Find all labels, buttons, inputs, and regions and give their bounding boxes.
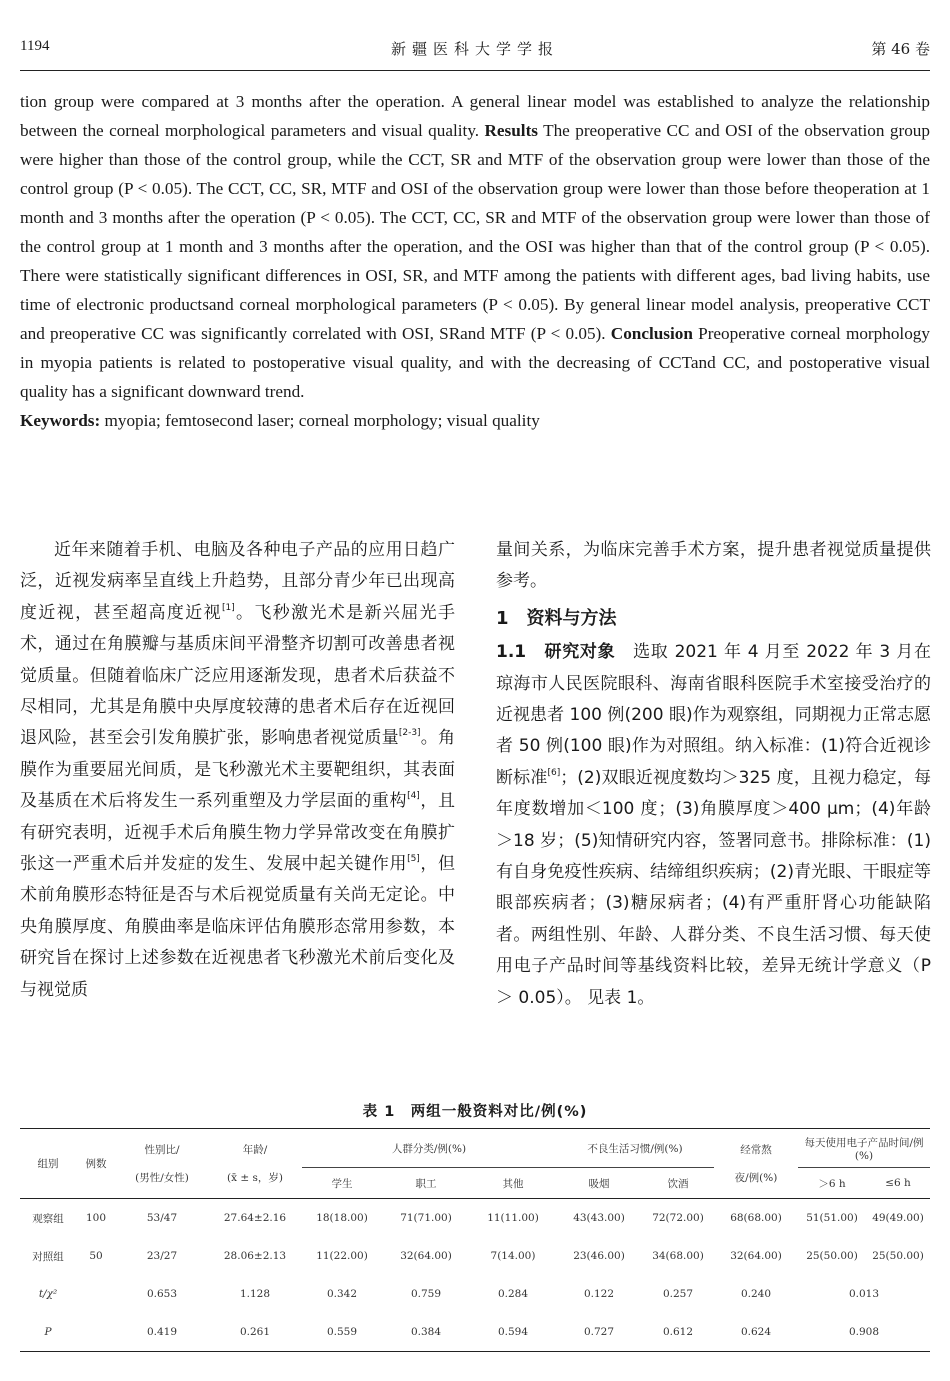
sex-header-line1: 性别比/ (144, 1143, 180, 1156)
citation-ref: [5] (407, 854, 420, 865)
results-label: Results (484, 121, 538, 140)
section-heading: 1 资料与方法 (496, 607, 617, 629)
keywords-text: myopia; femtosecond laser; corneal morphology; visual quality (104, 411, 540, 430)
citation-ref: [2-3] (398, 728, 421, 739)
table-title: 表 1 两组一般资料对比/例(%) (362, 1104, 588, 1120)
intro-continuation: 量间关系，为临床完善手术方案，提升患者视觉质量提供参考。 (496, 540, 931, 592)
subjects-text-1: 选取 2021 年 4 月至 2022 年 3 月在琼海市人民医院眼科、海南省眼科医院手术室接受治疗的近视患者 100 例(200 眼)作为观察组，同期视力正常志愿者 50 例(100 眼)作为对照组。纳入标准：(1)符合近视诊断标准 (496, 642, 932, 788)
cell-student: 11(22.00) (316, 1250, 368, 1262)
cell-n: 100 (76, 1199, 116, 1238)
cell-night: 68(68.00) (714, 1199, 798, 1238)
subjects-text-2: ；(2)双眼近视度数均＞325 度，且视力稳定，每年度数增加＜100 度；(3)角膜厚度＞400 μm；(4)年龄＞18 岁；(5)知情研究内容，签署同意书。排除标准：(1)有自身免疫性疾病、结缔组织疾病；(2)青光眼、干眼症等眼部疾病者；(3)糖尿病者；(4)有严重肝肾心功能缺陷者。两组性别、年龄、人群分类、不良生活习惯、每天使用电子产品时间等基线资料比较，差异无统计学意义（P ＞ 0.05）。 见表 1。 (496, 767, 931, 1008)
table-row (20, 1275, 930, 1313)
col-header-device: 每天使用电子产品时间/例(%) (798, 1129, 930, 1168)
row-label: t/χ² (38, 1288, 58, 1300)
cell-drinking: 34(68.00) (652, 1250, 704, 1262)
row-label: 观察组 (20, 1199, 76, 1238)
results-text: The preoperative CC and OSI of the observation group were higher than those of the control group, while the CCT, SR and MTF of the observation group were lower than those of the control group (P < 0.05). The CCT, CC, SR, MTF and OSI of the observation group were lower than those before theoperation at 1 month and 3 months after the operation (P < 0.05). The CCT, CC, SR and MTF of the observation group were lower than those of the control group at 1 month and 3 months after the operation, and the OSI was higher than that of the control group (P < 0.05). There were statistically significant differences in OSI, SR, and MTF among the patients with different ages, bad living habits, use time of electronic productsand corneal morphological parameters (P < 0.05). By general linear model analysis, preoperative CCT and preoperative CC was significantly correlated with OSI, SRand MTF (P < 0.05). (20, 121, 930, 343)
cell-smoking: 0.727 (556, 1313, 642, 1352)
conclusion-label: Conclusion (610, 324, 693, 343)
col-header-age (208, 1129, 302, 1199)
cell-smoking: 23(46.00) (573, 1250, 625, 1262)
citation-ref: [6] (547, 767, 561, 778)
page-header (20, 30, 930, 70)
cell-student: 0.342 (326, 1288, 358, 1300)
col-header-habits: 不良生活习惯/例(%) (556, 1129, 714, 1168)
cell-student: 0.559 (302, 1313, 382, 1352)
cell-other: 7(14.00) (490, 1250, 536, 1262)
cell-worker: 0.384 (382, 1313, 470, 1352)
volume-label: 第 46 卷 (871, 40, 930, 58)
journal-title: 新疆医科大学学报 (390, 40, 559, 58)
col-header-night (714, 1129, 798, 1199)
cell-other: 0.594 (470, 1313, 556, 1352)
row-label: 对照组 (32, 1250, 64, 1263)
col-header-other: 其他 (502, 1177, 524, 1190)
intro-text-4: ，且有研究表明，近视手术后角膜生物力学异常改变在角膜扩张这一严重术后并发症的发生、发展中起关键作用 (20, 791, 455, 875)
cell-drinking: 0.612 (642, 1313, 714, 1352)
cell-device: 0.908 (798, 1313, 930, 1352)
header-rule (20, 70, 930, 71)
table-row (20, 1313, 930, 1352)
age-header-line1: 年龄/ (242, 1143, 268, 1156)
cell-sex: 23/27 (146, 1250, 178, 1262)
cell-smoking: 43(43.00) (556, 1199, 642, 1238)
cell-worker: 32(64.00) (400, 1250, 452, 1262)
col-header-sex (116, 1129, 208, 1199)
cell-drinking: 0.257 (662, 1288, 694, 1300)
cell-smoking: 0.122 (583, 1288, 615, 1300)
citation-ref: [4] (407, 791, 420, 802)
subsection-heading: 1.1 研究对象 (496, 642, 616, 663)
night-header-line2: 夜/例(%) (734, 1171, 778, 1184)
cell-sex: 0.653 (146, 1288, 178, 1300)
abstract-methods-text: tion group were compared at 3 months after the operation. A general linear model was established to analyze the relationship between the corneal morphological parameters and visual quality. (20, 92, 930, 140)
col-header-n: 例数 (76, 1129, 116, 1199)
conclusion-text: Preoperative corneal morphology in myopia patients is related to postoperative visual quality, and with the decreasing of CCTand CC, and postoperative visual quality has a significant downward trend. (20, 324, 930, 401)
cell-over6: 51(51.00) (798, 1199, 866, 1238)
col-header-over6: ＞6 h (818, 1177, 846, 1190)
keywords-label: Keywords: (20, 411, 101, 430)
cell-over6: 25(50.00) (806, 1250, 858, 1262)
sex-header-line2: (男性/女性) (135, 1171, 189, 1184)
cell-n: 50 (89, 1250, 103, 1262)
cell-worker: 0.759 (410, 1288, 442, 1300)
cell-under6: 49(49.00) (866, 1199, 930, 1238)
cell-student: 18(18.00) (302, 1199, 382, 1238)
cell-sex: 0.419 (116, 1313, 208, 1352)
intro-text-3: 。角膜作为重要屈光间质，是飞秒激光术主要靶组织，其表面及基质在术后将发生一系列重塑及力学层面的重构 (20, 728, 456, 812)
col-header-crowd: 人群分类/例(%) (302, 1129, 556, 1168)
abstract-body (20, 87, 930, 406)
table-row (20, 1237, 930, 1275)
cell-sex: 53/47 (116, 1199, 208, 1238)
cell-night: 0.240 (740, 1288, 772, 1300)
cell-other: 0.284 (497, 1288, 529, 1300)
cell-night: 32(64.00) (730, 1250, 782, 1262)
citation-ref: [1] (221, 602, 235, 613)
intro-text-1: 近年来随着手机、电脑及各种电子产品的应用日趋广泛，近视发病率呈直线上升趋势，且部分青少年已出现高度近视，甚至超高度近视 (20, 540, 455, 623)
col-header-group: 组别 (20, 1129, 76, 1199)
cell-n (76, 1275, 116, 1313)
col-header-worker: 职工 (415, 1177, 437, 1190)
row-label: P (20, 1313, 76, 1352)
page-number: 1194 (20, 38, 50, 54)
intro-text-2: 。飞秒激光术是新兴屈光手术，通过在角膜瓣与基质床间平滑整齐切割可改善患者视觉质量。但随着临床广泛应用逐渐发现，患者术后获益不尽相同，尤其是角膜中央厚度较薄的患者术后存在近视回退风险，甚至会引发角膜扩张，影响患者视觉质量 (20, 602, 456, 749)
cell-night: 0.624 (714, 1313, 798, 1352)
cell-age: 28.06±2.13 (223, 1250, 287, 1262)
col-header-smoking: 吸烟 (588, 1177, 610, 1190)
cell-worker: 71(71.00) (382, 1199, 470, 1238)
right-column (496, 535, 931, 1014)
cell-other: 11(11.00) (470, 1199, 556, 1238)
col-header-student: 学生 (331, 1177, 353, 1190)
col-header-drinking: 饮酒 (667, 1177, 689, 1190)
col-header-under6: ≤6 h (885, 1177, 911, 1189)
baseline-table (20, 1128, 930, 1352)
night-header-line1: 经常熬 (740, 1143, 772, 1156)
intro-paragraph (20, 535, 455, 1006)
cell-drinking: 72(72.00) (642, 1199, 714, 1238)
cell-age: 1.128 (239, 1288, 271, 1300)
table-row (20, 1199, 930, 1238)
cell-device: 0.013 (848, 1288, 880, 1300)
intro-text-5: ，但术前角膜形态特征是否与术后视觉质量有关尚无定论。中央角膜厚度、角膜曲率是临床评估角膜形态常用参数，本研究旨在探讨上述参数在近视患者飞秒激光术前后变化及与视觉质 (20, 854, 455, 1000)
english-abstract (20, 87, 930, 435)
keywords-line (20, 406, 930, 435)
cell-n (76, 1313, 116, 1352)
age-header-line2: (x̄ ± s，岁) (227, 1171, 283, 1184)
cell-under6: 25(50.00) (872, 1250, 924, 1262)
cell-age: 0.261 (208, 1313, 302, 1352)
cell-age: 27.64±2.16 (208, 1199, 302, 1238)
subjects-paragraph (496, 637, 931, 1014)
left-column (20, 535, 455, 1006)
